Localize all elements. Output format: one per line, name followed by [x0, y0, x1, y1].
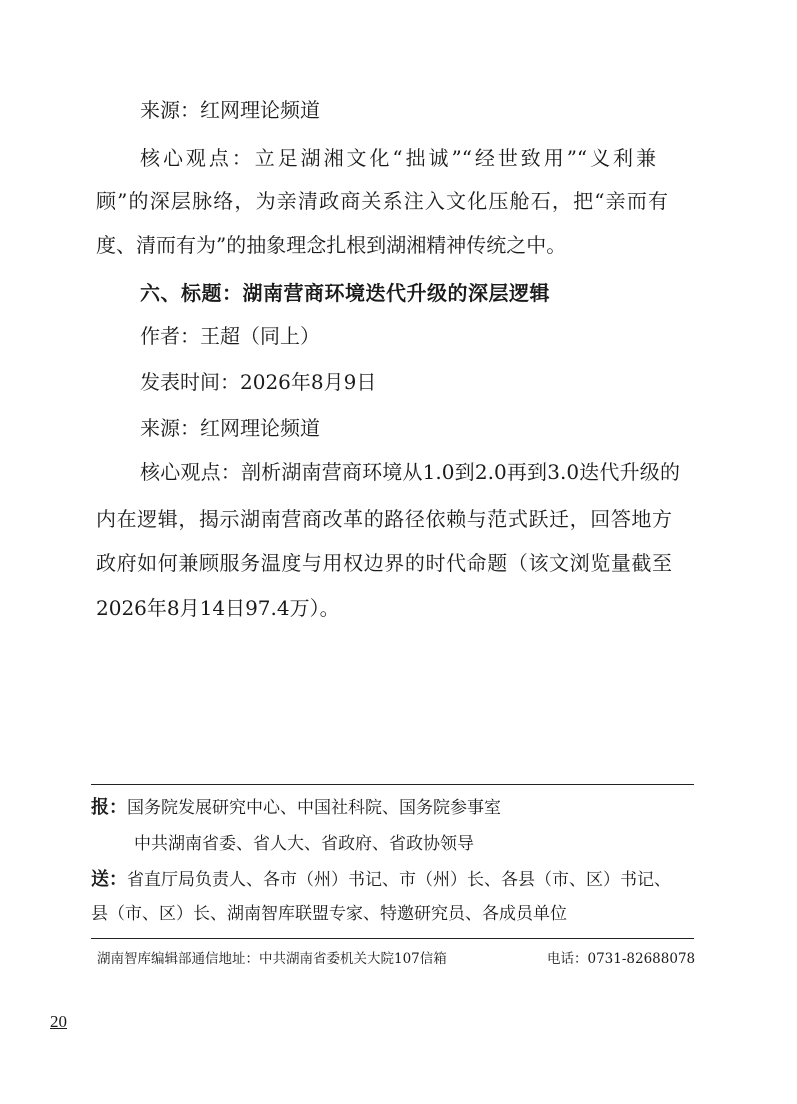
report-recipients-2: 中共湖南省委、省人大、省政府、省政协领导 — [134, 834, 474, 854]
section6-published-date: 发表时间：2026年8月9日 — [140, 370, 377, 394]
editorial-phone: 电话：0731-82688078 — [547, 951, 696, 967]
report-recipients-1: 国务院发展研究中心、中国社科院、国务院参事室 — [127, 798, 501, 818]
section6-author: 作者：王超（同上） — [140, 324, 320, 348]
report-to-line-1 — [91, 797, 501, 819]
section5-core-view-line-3: 度、清而有为”的抽象理念扎根到湖湘精神传统之中。 — [96, 233, 567, 257]
distribution-bottom-rule — [91, 938, 694, 939]
section5-core-view-line-1: 核心观点：立足湖湘文化“拙诚”“经世致用”“义利兼 — [140, 146, 656, 170]
section6-core-view-line-4: 2026年8月14日97.4万）。 — [96, 596, 340, 620]
send-recipients-1: 省直厅局负责人、各市（州）书记、市（州）长、各县（市、区）书记、 — [127, 870, 671, 890]
section6-core-view-line-1: 核心观点：剖析湖南营商环境从1.0到2.0再到3.0迭代升级的 — [140, 460, 680, 484]
section6-core-view-line-2: 内在逻辑，揭示湖南营商改革的路径依赖与范式跃迁，回答地方 — [96, 507, 672, 531]
section5-source: 来源：红网理论频道 — [140, 98, 320, 122]
send-recipients-2: 县（市、区）长、湖南智库联盟专家、特邀研究员、各成员单位 — [91, 904, 567, 924]
send-label: 送： — [91, 869, 127, 890]
page-number: 20 — [50, 1012, 67, 1031]
send-to-line-1 — [91, 869, 671, 891]
section6-core-view-line-3: 政府如何兼顾服务温度与用权边界的时代命题（该文浏览量截至 — [96, 551, 672, 575]
distribution-top-rule — [91, 784, 694, 785]
editorial-address: 湖南智库编辑部通信地址：中共湖南省委机关大院107信箱 — [97, 951, 447, 967]
section6-source: 来源：红网理论频道 — [140, 416, 320, 440]
section6-heading: 六、标题：湖南营商环境迭代升级的深层逻辑 — [140, 281, 550, 305]
section5-core-view-line-2: 顾”的深层脉络，为亲清政商关系注入文化压舱石，把“亲而有 — [96, 189, 668, 213]
report-label: 报： — [91, 797, 127, 818]
